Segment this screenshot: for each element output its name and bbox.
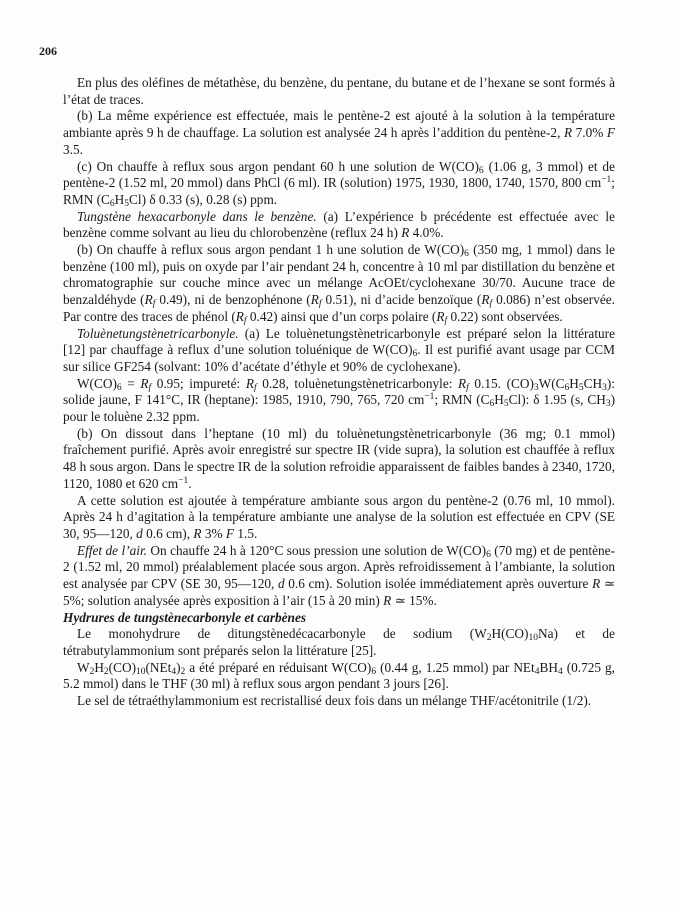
paragraph: $W(CO)_6 = R_f$ 0.95; impureté: $R_f$ 0.28, toluènetungstènetricarbonyle: $R_f$ 0.15. $(CO)_3W(C_6H_5CH_3)$: solide jaune, F 141°C, IR (heptane): 1985, 1910, 790, 765, 720 $cm^{-1}$; RMN $(C_6H_5Cl)$: δ 1.95 (s, $CH_3$) pour le toluène 2.32 ppm. (63, 375, 616, 425)
paragraph: Le monohydrure de ditungstènedécacarbonyle de sodium $(W_2H(CO)_{10}Na)$ et de tétrabutylammonium sont préparés selon la littérature [25]. (63, 626, 615, 658)
paragraph: (b) On chauffe à reflux sous argon pendant 1 h une solution de $W(CO)_6$ (350 mg, 1 mmol) dans le benzène (100 ml), puis on oxyde par l’air pendant 24 h, concentre à 10 ml par distillation du benzène et chromatographie sur couche mince avec un mélange AcOEt/cyclohexane 30/70. Aucune trace de benzaldéhyde ($R_f$ 0.49), ni de benzophénone ($R_f$ 0.51), ni d’acide benzoïque ($R_f$ 0.086) n’est observée. Par contre des traces de phénol ($R_f$ 0.42) ainsi que d’un corps polaire ($R_f$ 0.22) sont observées. (63, 242, 615, 326)
paragraph: En plus des oléfines de métathèse, du benzène, du pentane, du butane et de l’hexane se sont formés à l’état de traces. (63, 75, 615, 107)
page-number: 206 (39, 44, 57, 58)
paragraph: (b) On dissout dans l’heptane (10 ml) du toluènetungstènetricarbonyle (36 mg; 0.1 mmol) fraîchement purifié. Après avoir enregistré sur spectre IR (vide supra), la solution est chauffée à reflux 48 h sous argon. Dans le spectre IR de la solution refroidie apparaissent de faibles bandes à 2340, 1720, 1120, 1080 et 620 $cm^{-1}$. (63, 425, 615, 491)
paragraph: (c) On chauffe à reflux sous argon pendant 60 h une solution de $W(CO)_6$ (1.06 g, 3 mmol) et de pentène-2 (1.52 ml, 20 mmol) dans PhCl (6 ml). IR (solution) 1975, 1930, 1800, 1740, 1570, 800 $cm^{-1}$; RMN $(C_6H_5Cl)$ δ 0.33 (s), 0.28 (s) ppm. (63, 158, 615, 209)
paragraph: Le sel de tétraéthylammonium est recristallisé deux fois dans un mélange THF/acétonitrile (1/2). (77, 693, 592, 709)
page-body (63, 75, 615, 710)
paragraph: $W_2H_2(CO)_{10}(NEt_4)_2$ a été préparé en réduisant $W(CO)_6$ (0.44 g, 1.25 mmol) par $NEt_4BH_4$ (0.725 g, 5.2 mmol) dans le THF (30 ml) à reflux sous argon pendant 3 jours [26]. (63, 659, 616, 692)
paragraph: Tungstène hexacarbonyle dans le benzène. (a) L’expérience b précédente est effectuée avec le benzène comme solvant au lieu du chlorobenzène (reflux 24 h) R 4.0%. (63, 208, 616, 241)
paragraph: (b) La même expérience est effectuée, mais le pentène-2 est ajouté à la solution à la température ambiante après 9 h de chauffage. La solution est analysée 24 h après l’addition du pentène-2, R 7.0% F 3.5. (63, 108, 615, 157)
paragraph: A cette solution est ajoutée à température ambiante sous argon du pentène-2 (0.76 ml, 10 mmol). Après 24 h d’agitation à la température ambiante une analyse de la solution est effectuée en CPV (SE 30, 95—120, d 0.6 cm), R 3% F 1.5. (63, 492, 615, 541)
paragraph: Toluènetungstènetricarbonyle. (a) Le toluènetungstènetricarbonyle est préparé selon la littérature [12] par chauffage à reflux d’une solution toluénique de $W(CO)_6$. Il est purifié avant usage par CCM sur silice GF254 (solvant: 10% d’acétate d’éthyle et 90% de cyclohexane). (63, 325, 615, 374)
section-heading: Hydrures de tungstènecarbonyle et carbènes (63, 609, 307, 625)
paragraph: Effet de l’air. On chauffe 24 h à 120°C sous pression une solution de $W(CO)_6$ (70 mg) et de pentène-2 (1.52 ml, 20 mmol) préalablement placée sous argon. Après refroidissement à l’ambiante, la solution est analysée par CPV (SE 30, 95—120, d 0.6 cm). Solution isolée immédiatement après ouverture R ≃ 5%; solution analysée après exposition à l’air (15 à 20 min) R ≃ 15%. (63, 542, 616, 608)
